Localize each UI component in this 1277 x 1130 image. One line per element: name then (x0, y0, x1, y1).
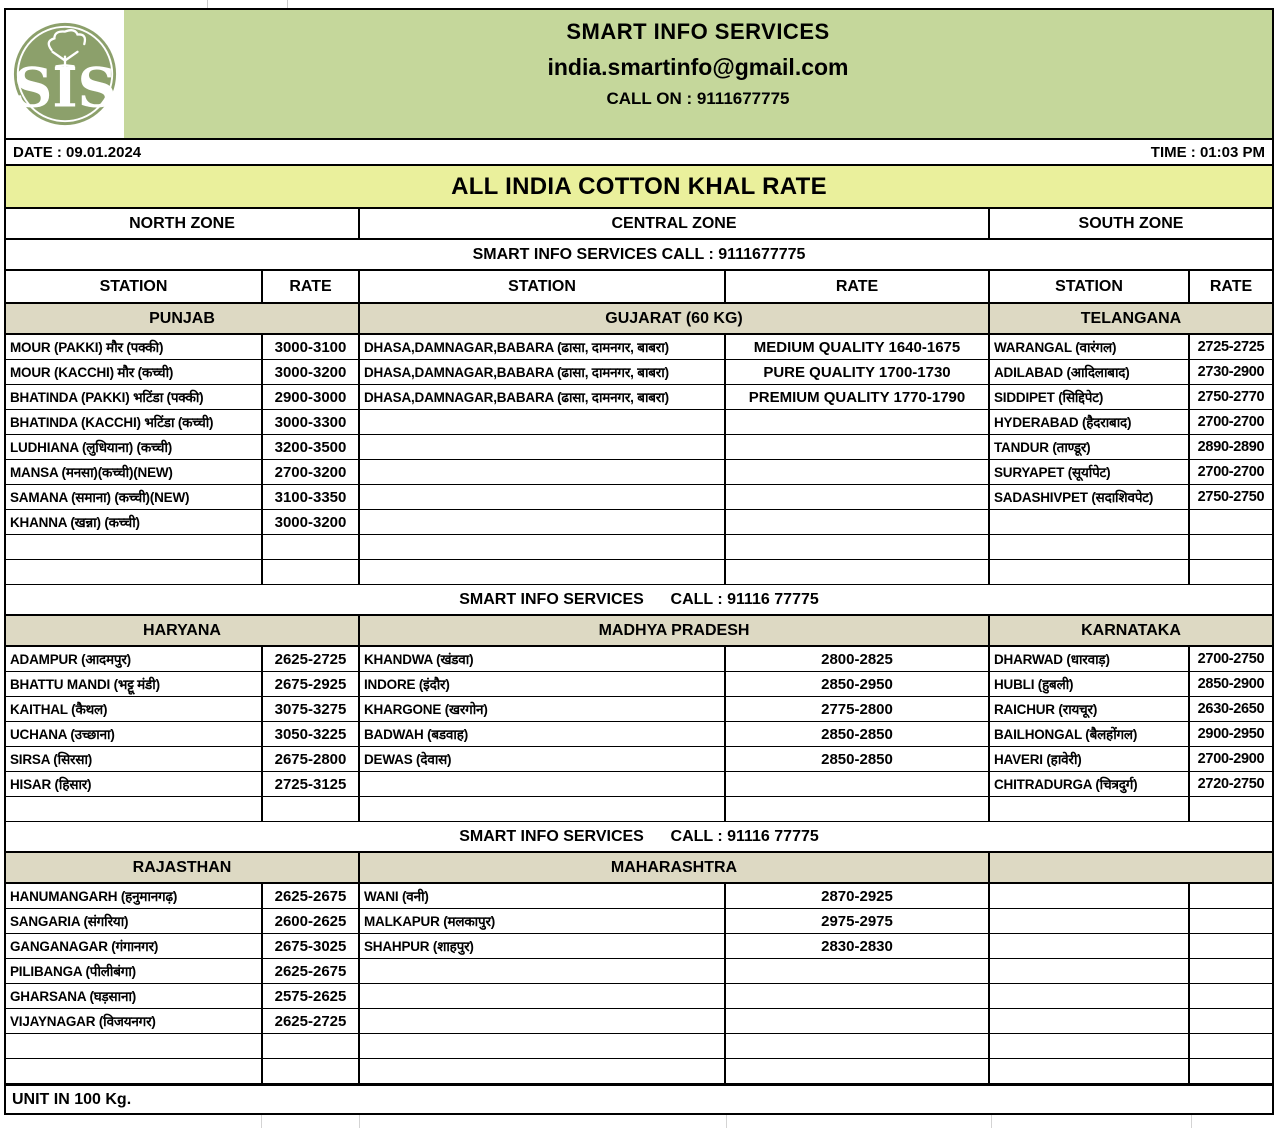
rate-cell: 2700-2750 (1190, 647, 1272, 672)
rate-cell: 2775-2800 (726, 697, 990, 722)
unit-note: UNIT IN 100 Kg. (6, 1084, 1272, 1113)
station-cell: LUDHIANA (लुधियाना) (कच्ची) (6, 435, 263, 460)
station-cell (990, 909, 1190, 934)
rate-cell (1190, 1034, 1272, 1059)
station-cell: HYDERABAD (हैदराबाद) (990, 410, 1190, 435)
svg-text:SIS: SIS (13, 55, 117, 120)
station-cell: BHATINDA (PAKKI) भटिंडा (पक्की) (6, 385, 263, 410)
station-cell (990, 959, 1190, 984)
rate-cell (1190, 884, 1272, 909)
table-row (6, 959, 1272, 984)
state-header: KARNATAKA (1081, 621, 1181, 639)
rate-cell (726, 560, 990, 585)
services-banner: SMART INFO SERVICES CALL : 9111677775 (6, 240, 1272, 271)
station-cell: KAITHAL (कैथल) (6, 697, 263, 722)
station-cell: VIJAYNAGAR (विजयनगर) (6, 1009, 263, 1034)
state-header: GUJARAT (60 KG) (360, 304, 990, 333)
station-cell (6, 535, 263, 560)
rate-cell: 2975-2975 (726, 909, 990, 934)
station-cell: SANGARIA (संगरिया) (6, 909, 263, 934)
zone-header-south: SOUTH ZONE (1078, 214, 1184, 232)
rate-cell: 3075-3275 (263, 697, 360, 722)
rate-cell (1190, 510, 1272, 535)
date-time-row (6, 140, 1272, 166)
station-cell: HISAR (हिसार) (6, 772, 263, 797)
station-cell: SHAHPUR (शाहपुर) (360, 934, 726, 959)
station-cell: MOUR (KACCHI) मौर (कच्ची) (6, 360, 263, 385)
rate-cell: 2700-2700 (1190, 410, 1272, 435)
table-row (6, 672, 1272, 697)
rate-cell: 2575-2625 (263, 984, 360, 1009)
table-row (6, 435, 1272, 460)
station-cell: HANUMANGARH (हनुमानगढ़) (6, 884, 263, 909)
table-row (6, 934, 1272, 959)
table-row (6, 772, 1272, 797)
station-cell: UCHANA (उच्छाना) (6, 722, 263, 747)
station-cell: DHARWAD (धारवाड़) (990, 647, 1190, 672)
station-cell (360, 560, 726, 585)
station-cell: BADWAH (बडवाह) (360, 722, 726, 747)
station-cell: INDORE (इंदौर) (360, 672, 726, 697)
station-cell: SAMANA (समाना) (कच्ची)(NEW) (6, 485, 263, 510)
station-cell (990, 535, 1190, 560)
station-cell (360, 772, 726, 797)
rate-cell (1190, 1009, 1272, 1034)
sis-logo-icon (12, 21, 118, 127)
table-row (6, 485, 1272, 510)
table-row (6, 909, 1272, 934)
rate-cell: 3000-3100 (263, 335, 360, 360)
rate-cell: 2600-2625 (263, 909, 360, 934)
rate-cell (726, 510, 990, 535)
rate-cell: 2850-2850 (726, 747, 990, 772)
station-cell (990, 797, 1190, 822)
table-row (6, 335, 1272, 360)
rate-cell (1190, 934, 1272, 959)
table-row (6, 510, 1272, 535)
state-header: PUNJAB (6, 304, 360, 333)
rate-cell: 2675-2925 (263, 672, 360, 697)
rate-cell: 2625-2725 (263, 647, 360, 672)
station-cell (990, 984, 1190, 1009)
services-banner: SMART INFO SERVICES CALL : 91116 77775 (6, 822, 1272, 853)
rate-cell: 2630-2650 (1190, 697, 1272, 722)
station-cell: SIDDIPET (सिद्दिपेट) (990, 385, 1190, 410)
rate-cell: 2625-2675 (263, 959, 360, 984)
rate-cell (263, 797, 360, 822)
state-header: TELANGANA (1080, 309, 1182, 327)
station-cell: CHITRADURGA (चित्रदुर्ग) (990, 772, 1190, 797)
column-header-row (6, 271, 1272, 304)
rate-cell: 2725-3125 (263, 772, 360, 797)
table-row (6, 747, 1272, 772)
station-cell (6, 1059, 263, 1084)
rate-cell: 2625-2725 (263, 1009, 360, 1034)
state-header: RAJASTHAN (6, 853, 360, 882)
rate-cell (1190, 1059, 1272, 1084)
station-cell: DEWAS (देवास) (360, 747, 726, 772)
rate-cell: PURE QUALITY 1700-1730 (726, 360, 990, 385)
station-cell (990, 1059, 1190, 1084)
rate-cell (1190, 909, 1272, 934)
rate-cell: 3200-3500 (263, 435, 360, 460)
table-row (6, 535, 1272, 560)
station-cell (360, 460, 726, 485)
rate-cell (726, 535, 990, 560)
zone-header-central: CENTRAL ZONE (360, 209, 990, 238)
station-cell: HAVERI (हावेरी) (990, 747, 1190, 772)
rate-cell (1190, 560, 1272, 585)
station-cell (360, 410, 726, 435)
station-cell (990, 1009, 1190, 1034)
spreadsheet-margin-top (0, 0, 1277, 8)
table-row (6, 884, 1272, 909)
station-cell: HUBLI (हुबली) (990, 672, 1190, 697)
rate-cell (726, 984, 990, 1009)
report-title: ALL INDIA COTTON KHAL RATE (6, 166, 1272, 209)
table-row (6, 410, 1272, 435)
station-cell (360, 959, 726, 984)
rate-rows-band1 (6, 335, 1272, 585)
column-header-station: STATION (360, 271, 726, 302)
logo-cell (6, 10, 124, 138)
station-cell: ADAMPUR (आदमपुर) (6, 647, 263, 672)
letterhead (6, 10, 1272, 140)
station-cell: WARANGAL (वारंगल) (990, 335, 1190, 360)
rate-cell: 2900-3000 (263, 385, 360, 410)
rate-cell: 3000-3300 (263, 410, 360, 435)
rate-cell: 2750-2770 (1190, 385, 1272, 410)
zone-header-north: NORTH ZONE (6, 209, 360, 238)
station-cell (360, 485, 726, 510)
station-cell: WANI (वनी) (360, 884, 726, 909)
rate-cell: 3000-3200 (263, 510, 360, 535)
station-cell: GANGANAGAR (गंगानगर) (6, 934, 263, 959)
org-email: india.smartinfo@gmail.com (547, 54, 849, 80)
column-header-rate: RATE (1209, 277, 1253, 295)
rate-cell: 2725-2725 (1190, 335, 1272, 360)
station-cell (360, 510, 726, 535)
station-cell (360, 535, 726, 560)
station-cell (990, 934, 1190, 959)
zone-header-row (6, 209, 1272, 240)
table-row (6, 984, 1272, 1009)
station-cell: PILIBANGA (पीलीबंगा) (6, 959, 263, 984)
rate-cell: 2700-2700 (1190, 460, 1272, 485)
station-cell (990, 884, 1190, 909)
org-phone: CALL ON : 9111677775 (606, 89, 790, 108)
station-cell: SIRSA (सिरसा) (6, 747, 263, 772)
station-cell: KHANNA (खन्ना) (कच्ची) (6, 510, 263, 535)
station-cell (990, 510, 1190, 535)
station-cell: BHATINDA (KACCHI) भटिंडा (कच्ची) (6, 410, 263, 435)
rate-cell: 2730-2900 (1190, 360, 1272, 385)
table-row (6, 797, 1272, 822)
column-header-station: STATION (990, 271, 1190, 302)
station-cell: RAICHUR (रायचूर) (990, 697, 1190, 722)
rate-cell: 2850-2900 (1190, 672, 1272, 697)
rate-cell: 3100-3350 (263, 485, 360, 510)
column-header-rate: RATE (726, 271, 990, 302)
station-cell: MOUR (PAKKI) मौर (पक्की) (6, 335, 263, 360)
rate-cell: PREMIUM QUALITY 1770-1790 (726, 385, 990, 410)
date-label: DATE : 09.01.2024 (13, 143, 142, 161)
rate-cell: 2750-2750 (1190, 485, 1272, 510)
station-cell: SADASHIVPET (सदाशिवपेट) (990, 485, 1190, 510)
station-cell (360, 1059, 726, 1084)
rate-cell (726, 460, 990, 485)
letterhead-text (124, 10, 1272, 138)
rate-cell (263, 1059, 360, 1084)
table-row (6, 1034, 1272, 1059)
station-cell (360, 984, 726, 1009)
state-header-row (6, 304, 1272, 335)
station-cell (6, 560, 263, 585)
rate-cell: 2870-2925 (726, 884, 990, 909)
table-row (6, 722, 1272, 747)
table-row (6, 697, 1272, 722)
column-header-rate: RATE (263, 271, 360, 302)
rate-cell: 2700-3200 (263, 460, 360, 485)
state-header: MAHARASHTRA (360, 853, 990, 882)
station-cell: MANSA (मनसा)(कच्ची)(NEW) (6, 460, 263, 485)
org-name: SMART INFO SERVICES (566, 19, 830, 44)
rate-cell (1190, 535, 1272, 560)
rate-cell (726, 959, 990, 984)
state-header (990, 853, 1272, 882)
station-cell: DHASA,DAMNAGAR,BABARA (ढासा, दामनगर, बाबरा) (360, 335, 726, 360)
table-row (6, 460, 1272, 485)
rate-cell (726, 410, 990, 435)
rate-cell (726, 1059, 990, 1084)
rate-cell (1190, 959, 1272, 984)
rate-cell (726, 1009, 990, 1034)
services-banner: SMART INFO SERVICES CALL : 91116 77775 (6, 585, 1272, 616)
station-cell (360, 1034, 726, 1059)
table-row (6, 560, 1272, 585)
station-cell (990, 1034, 1190, 1059)
rate-cell: 3050-3225 (263, 722, 360, 747)
table-row (6, 1009, 1272, 1034)
time-label: TIME : 01:03 PM (1150, 143, 1265, 161)
station-cell: BHATTU MANDI (भट्टू मंडी) (6, 672, 263, 697)
rate-cell (263, 535, 360, 560)
table-row (6, 385, 1272, 410)
station-cell: DHASA,DAMNAGAR,BABARA (ढासा, दामनगर, बाबरा) (360, 385, 726, 410)
rate-cell: 2625-2675 (263, 884, 360, 909)
rate-cell (726, 485, 990, 510)
station-cell: ADILABAD (आदिलाबाद) (990, 360, 1190, 385)
rate-cell (726, 797, 990, 822)
station-cell: KHANDWA (खंडवा) (360, 647, 726, 672)
rate-cell: 2720-2750 (1190, 772, 1272, 797)
state-header: HARYANA (6, 616, 360, 645)
rate-cell (1190, 984, 1272, 1009)
rate-cell: 2850-2850 (726, 722, 990, 747)
station-cell (360, 1009, 726, 1034)
station-cell: DHASA,DAMNAGAR,BABARA (ढासा, दामनगर, बाबरा) (360, 360, 726, 385)
rate-cell (263, 560, 360, 585)
station-cell: TANDUR (ताण्डूर) (990, 435, 1190, 460)
rate-cell: 2675-2800 (263, 747, 360, 772)
state-header: MADHYA PRADESH (360, 616, 990, 645)
station-cell: SURYAPET (सूर्यापेट) (990, 460, 1190, 485)
rate-sheet (4, 8, 1274, 1115)
rate-cell (726, 772, 990, 797)
station-cell: GHARSANA (घड़साना) (6, 984, 263, 1009)
rate-cell: 2890-2890 (1190, 435, 1272, 460)
state-header-row (6, 616, 1272, 647)
rate-rows-band3 (6, 884, 1272, 1084)
rate-cell: 2830-2830 (726, 934, 990, 959)
rate-cell: 2675-3025 (263, 934, 360, 959)
rate-cell: 3000-3200 (263, 360, 360, 385)
rate-cell: 2700-2900 (1190, 747, 1272, 772)
table-row (6, 360, 1272, 385)
state-header-row (6, 853, 1272, 884)
rate-cell (263, 1034, 360, 1059)
station-cell (360, 797, 726, 822)
rate-cell: 2900-2950 (1190, 722, 1272, 747)
station-cell: BAILHONGAL (बैलहोंगल) (990, 722, 1190, 747)
station-cell (6, 797, 263, 822)
station-cell (990, 560, 1190, 585)
table-row (6, 1059, 1272, 1084)
station-cell (6, 1034, 263, 1059)
rate-cell (726, 1034, 990, 1059)
rate-cell: MEDIUM QUALITY 1640-1675 (726, 335, 990, 360)
station-cell (360, 435, 726, 460)
rate-rows-band2 (6, 647, 1272, 822)
spreadsheet-margin-bottom (0, 1115, 1277, 1128)
rate-cell: 2850-2950 (726, 672, 990, 697)
station-cell: KHARGONE (खरगोन) (360, 697, 726, 722)
rate-cell (726, 435, 990, 460)
rate-cell (1190, 797, 1272, 822)
rate-cell: 2800-2825 (726, 647, 990, 672)
column-header-station: STATION (6, 271, 263, 302)
station-cell: MALKAPUR (मलकापुर) (360, 909, 726, 934)
table-row (6, 647, 1272, 672)
